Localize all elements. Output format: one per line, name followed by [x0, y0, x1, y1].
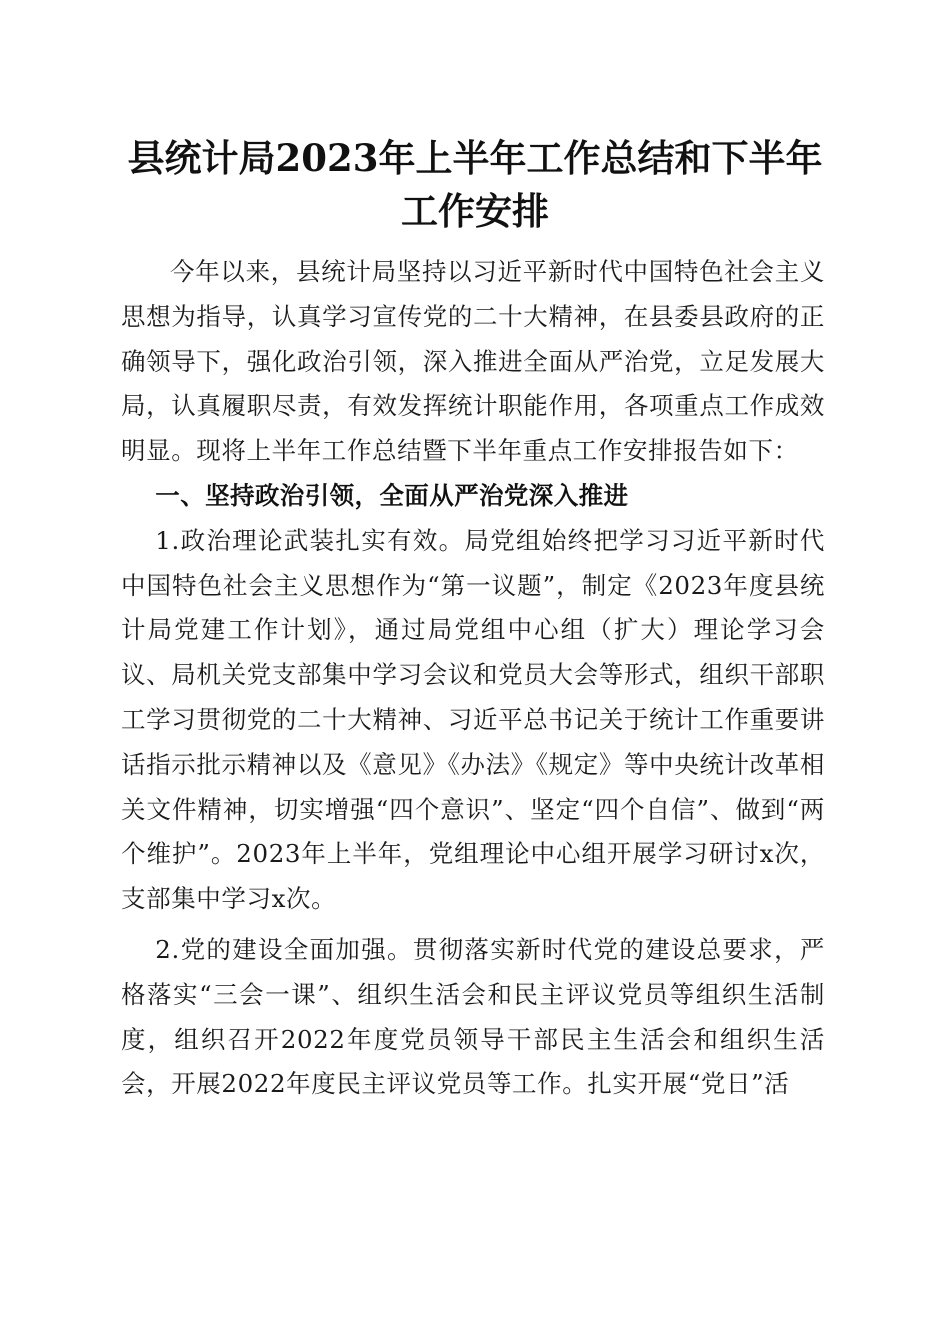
document-body	[121, 250, 825, 1107]
intro-paragraph: 今年以来，县统计局坚持以习近平新时代中国特色社会主义思想为指导，认真学习宣传党的二十大精神，在县委县政府的正确领导下，强化政治引领，深入推进全面从严治党，立足发展大局，认真履职尽责，有效发挥统计职能作用，各项重点工作成效明显。现将上半年工作总结暨下半年重点工作安排报告如下：	[121, 257, 825, 466]
section1-item-1: 1.政治理论武装扎实有效。局党组始终把学习习近平新时代中国特色社会主义思想作为“第一议题”，制定《2023年度县统计局党建工作计划》，通过局党组中心组（扩大）理论学习会议、局机关党支部集中学习会议和党员大会等形式，组织干部职工学习贯彻党的二十大精神、习近平总书记关于统计工作重要讲话指示批示精神以及《意见》《办法》《规定》等中央统计改革相关文件精神，切实增强“四个意识”、坚定“四个自信”、做到“两个维护”。2023年上半年，党组理论中心组开展学习研讨x次，支部集中学习x次。	[121, 525, 825, 914]
section-heading-1: 一、坚持政治引领，全面从严治党深入推进	[155, 480, 629, 510]
document-title: 县统计局2023年上半年工作总结和下半年工作安排	[127, 136, 823, 233]
section1-item-2: 2.党的建设全面加强。贯彻落实新时代党的建设总要求，严格落实“三会一课”、组织生活会和民主评议党员等组织生活制度，组织召开2022年度党员领导干部民主生活会和组织生活会，开展2022年度民主评议党员等工作。扎实开展“党日”活	[121, 934, 825, 1099]
